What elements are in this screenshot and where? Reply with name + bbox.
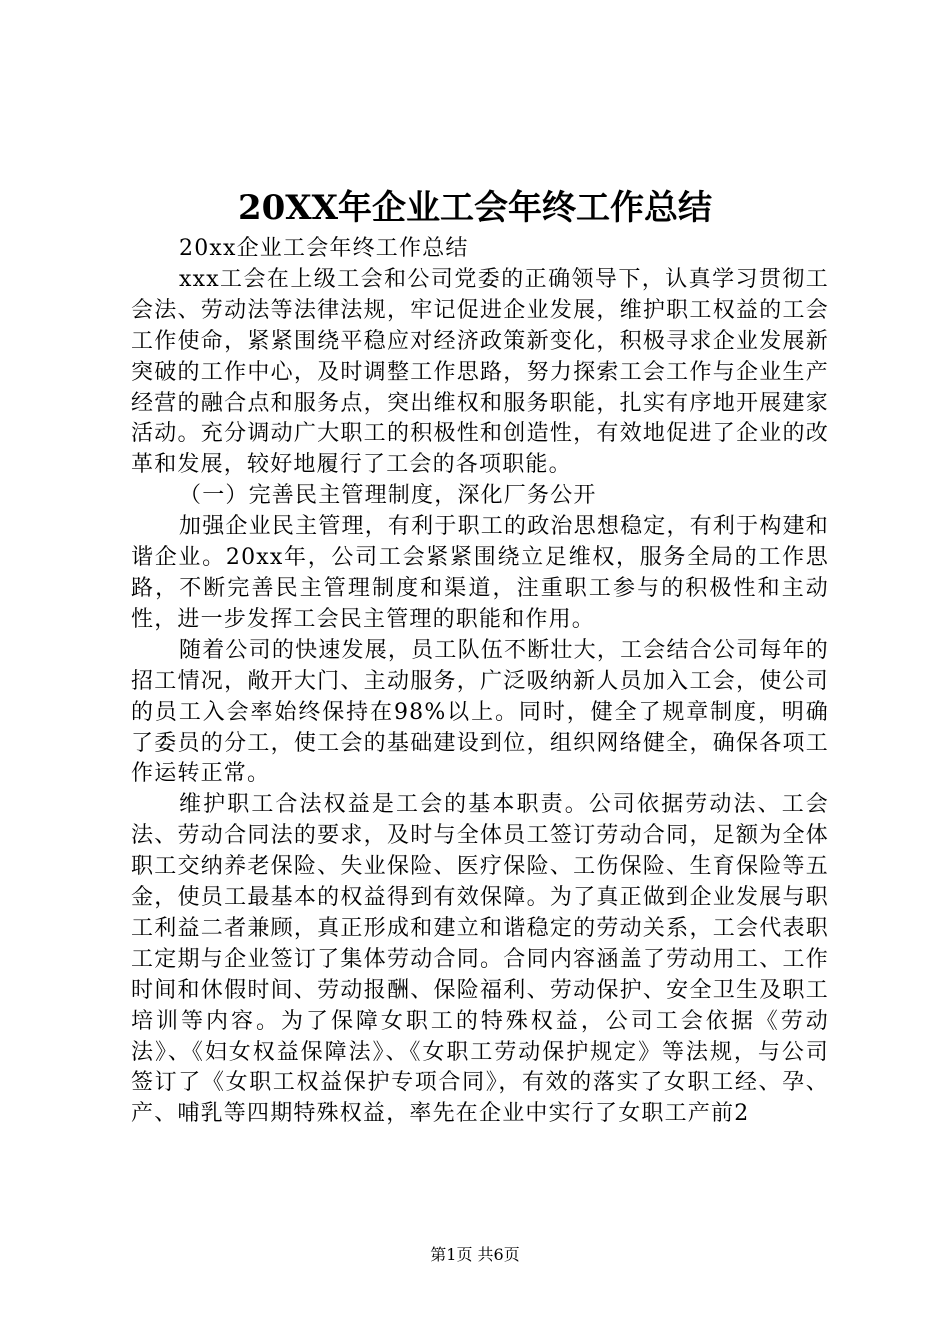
document-title: 20XX年企业工会年终工作总结 bbox=[237, 188, 713, 228]
document-body bbox=[131, 234, 829, 1130]
body-paragraph: 随着公司的快速发展，员工队伍不断壮大，工会结合公司每年的招工情况，敞开大门、主动服务，广泛吸纳新人员加入工会，使公司的员工入会率始终保持在98%以上。同时，健全了规章制度，明确了委员的分工，使工会的基础建设到位，组织网络健全，确保各项工作运转正常。 bbox=[131, 637, 829, 787]
intro-paragraph: xxx工会在上级工会和公司党委的正确领导下，认真学习贯彻工会法、劳动法等法律法规，牢记促进企业发展，维护职工权益的工会工作使命，紧紧围绕平稳应对经济政策新变化，积极寻求企业发展新突破的工作中心，及时调整工作思路，努力探索工会工作与企业生产经营的融合点和服务点，突出维权和服务职能，扎实有序地开展建家活动。充分调动广大职工的积极性和创造性，有效地促进了企业的改革和发展，较好地履行了工会的各项职能。 bbox=[131, 266, 829, 478]
body-paragraph: 加强企业民主管理，有利于职工的政治思想稳定，有利于构建和谐企业。20xx年，公司工会紧紧围绕立足维权，服务全局的工作思路，不断完善民主管理制度和渠道，注重职工参与的积极性和主动性，进一步发挥工会民主管理的职能和作用。 bbox=[131, 514, 829, 632]
section-heading: （一）完善民主管理制度，深化厂务公开 bbox=[179, 483, 597, 509]
page-footer: 第1页 共6页 bbox=[430, 1245, 520, 1264]
body-paragraph: 维护职工合法权益是工会的基本职责。公司依据劳动法、工会法、劳动合同法的要求，及时与全体员工签订劳动合同，足额为全体职工交纳养老保险、失业保险、医疗保险、工伤保险、生育保险等五金，使员工最基本的权益得到有效保障。为了真正做到企业发展与职工利益二者兼顾，真正形成和建立和谐稳定的劳动关系，工会代表职工定期与企业签订了集体劳动合同。合同内容涵盖了劳动用工、工作时间和休假时间、劳动报酬、保险福利、劳动保护、安全卫生及职工培训等内容。为了保障女职工的特殊权益，公司工会依据《劳动法》、《妇女权益保障法》、《女职工劳动保护规定》等法规，与公司签订了《女职工权益保护专项合同》，有效的落实了女职工经、孕、产、哺乳等四期特殊权益，率先在企业中实行了女职工产前2 bbox=[131, 792, 829, 1127]
subtitle-paragraph: 20xx企业工会年终工作总结 bbox=[179, 236, 469, 261]
